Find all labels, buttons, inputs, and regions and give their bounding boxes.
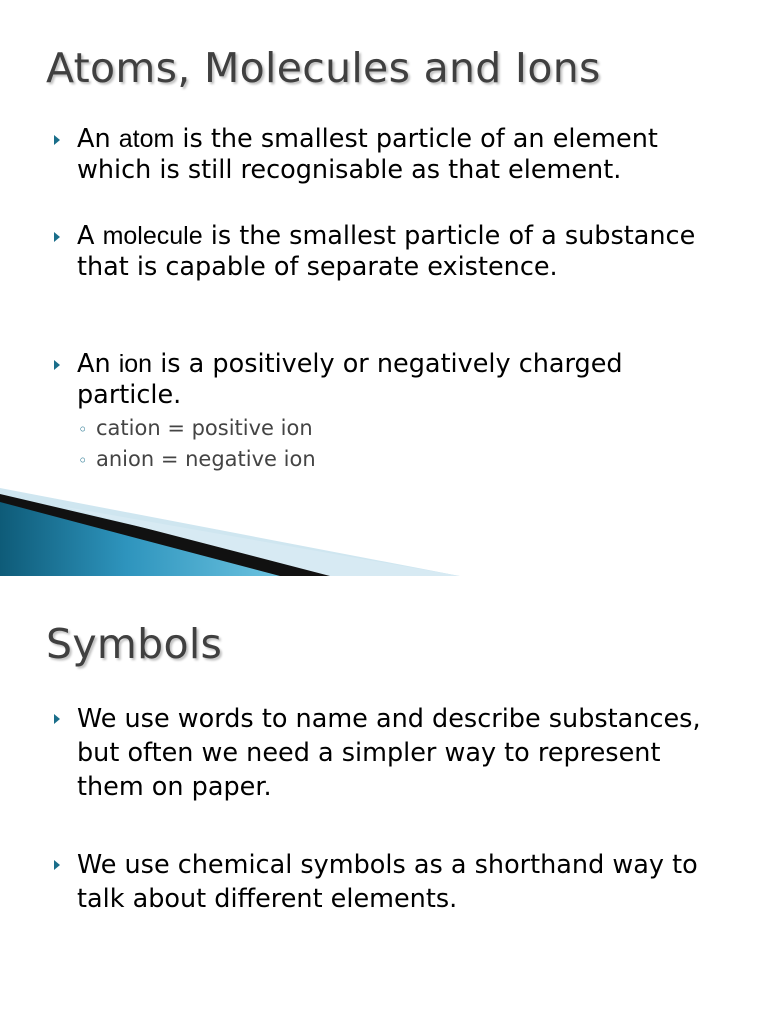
decorative-swoosh (0, 484, 768, 576)
bullet-text-pre: An (77, 124, 119, 154)
bullet-words (54, 702, 734, 804)
subbullet-text: anion = negative ion (96, 447, 316, 471)
triangle-right-icon (54, 860, 60, 870)
slide-title: Atoms, Molecules and Ions (46, 44, 601, 92)
bullet-text-post: is the smallest particle of a substance that is capable of separate existence. (77, 221, 696, 282)
bullet-text-pre: A (77, 221, 103, 251)
keyword-atom: atom (118, 125, 175, 153)
circle-outline-icon: ◦ (78, 451, 88, 470)
subbullet-anion (78, 444, 316, 476)
slide-symbols (0, 576, 768, 1024)
bullet-text (77, 349, 734, 411)
keyword-molecule: molecule (102, 222, 203, 250)
bullet-chemical-symbols (54, 848, 734, 916)
keyword-ion: ion (118, 350, 153, 378)
triangle-right-icon (54, 135, 60, 145)
bullet-text: We use chemical symbols as a shorthand way to talk about different elements. (77, 850, 698, 914)
bullet-text (77, 124, 734, 186)
circle-outline-icon: ◦ (78, 420, 88, 439)
triangle-right-icon (54, 714, 60, 724)
bullet-ion (54, 349, 734, 411)
subbullet-cation (78, 413, 313, 445)
bullet-text-post: is a positively or negatively charged particle. (77, 349, 623, 410)
bullet-text-post: is the smallest particle of an element which is still recognisable as that element. (77, 124, 658, 185)
bullet-text: We use words to name and describe substances, but often we need a simpler way to represent them on paper. (77, 704, 701, 802)
subbullet-text: cation = positive ion (96, 416, 313, 440)
triangle-right-icon (54, 232, 60, 242)
slide-title: Symbols (46, 620, 223, 668)
bullet-text (77, 221, 734, 283)
bullet-atom (54, 124, 734, 186)
bullet-molecule (54, 221, 734, 283)
triangle-right-icon (54, 360, 60, 370)
bullet-text-pre: An (77, 349, 119, 379)
